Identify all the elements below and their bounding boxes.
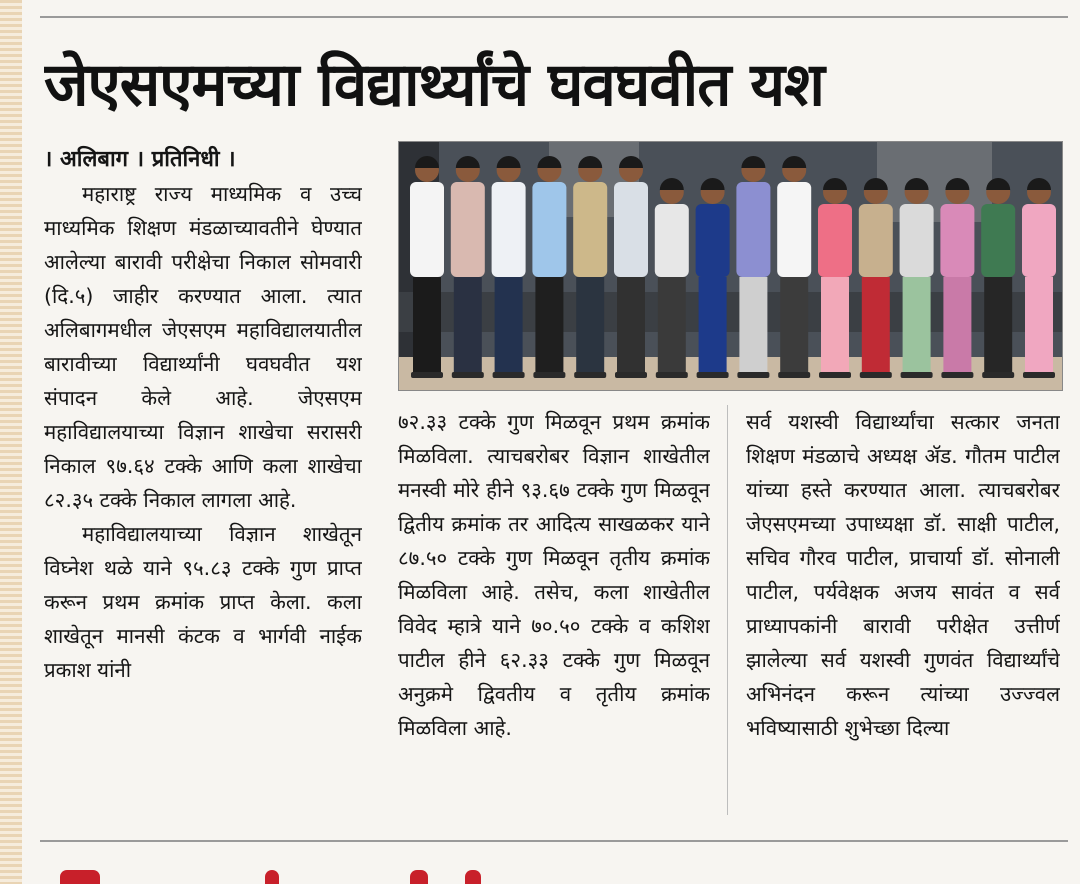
photo-stone-panel-right [877, 142, 992, 222]
person-shirt [1022, 204, 1056, 277]
column-3-text: सर्व यशस्वी विद्यार्थ्यांचा सत्कार जनता शिक्षण मंडळाचे अध्यक्ष ॲड. गौतम पाटील यांच्या हस्ते करण्यात आला. त्याचबरोबर जेएसएमच्या उपाध्यक्षा डॉ. साक्षी पाटील, सचिव गौरव पाटील, प्राचार्या डॉ. सोनाली पाटील, पर्यवेक्षक अजय सावंत व सर्व प्राध्यापकांनी बारावी परीक्षेत उत्तीर्ण झालेल्या सर्व यशस्वी गुणवंत विद्यार्थ्यांचे अभिनंदन करून त्यांच्या उज्ज्वल भविष्यासाठी शुभेच्छा दिल्या [746, 410, 1060, 740]
photo-person [655, 178, 689, 378]
person-shirt [614, 182, 648, 277]
person-legs [699, 277, 727, 375]
person-shirt [492, 182, 526, 277]
person-shirt [859, 204, 893, 277]
next-headline-fragment [410, 870, 428, 884]
person-legs [413, 277, 441, 375]
person-feet [533, 372, 565, 378]
group-photo-image [399, 142, 1062, 390]
person-legs [862, 277, 890, 375]
person-feet [697, 372, 729, 378]
column-2-text: ७२.३३ टक्के गुण मिळवून प्रथम क्रमांक मिळविला. त्याचबरोबर विज्ञान शाखेतील मनस्वी मोरे हीने ९३.६७ टक्के गुण मिळवून द्वितीय क्रमांक तर आदित्य साखळकर याने ८७.५० टक्के गुण मिळवून तृतीय क्रमांक मिळविला आहे. तसेच, कला शाखेतील विवेद म्हात्रे याने ७०.५० टक्के व कशिश पाटील हीने ६२.३३ टक्के गुण मिळवून अनुक्रमे द्विवतीय व तृतीय क्रमांक मिळविला आहे. [398, 410, 710, 740]
photo-person [777, 156, 811, 378]
person-legs [495, 277, 523, 375]
person-feet [737, 372, 769, 378]
person-legs [1025, 277, 1053, 375]
person-shirt [940, 204, 974, 277]
person-feet [819, 372, 851, 378]
photo-person [410, 156, 444, 378]
person-shirt [981, 204, 1015, 277]
photo-person [573, 156, 607, 378]
photo-person [859, 178, 893, 378]
next-headline-strip [40, 866, 1068, 884]
photo-person [736, 156, 770, 378]
person-legs [617, 277, 645, 375]
person-feet [778, 372, 810, 378]
photo-person [981, 178, 1015, 378]
photo-person [614, 156, 648, 378]
person-shirt [451, 182, 485, 277]
photo-person [1022, 178, 1056, 378]
person-feet [901, 372, 933, 378]
column-divider [727, 405, 728, 815]
photo-person [492, 156, 526, 378]
article-column-2 [398, 405, 710, 815]
person-legs [576, 277, 604, 375]
next-headline-fragment [60, 870, 100, 884]
article-column-1 [44, 177, 362, 813]
person-legs [821, 277, 849, 375]
person-feet [615, 372, 647, 378]
group-photo [398, 141, 1063, 391]
person-shirt [736, 182, 770, 277]
dateline: । अलिबाग । प्रतिनिधी । [44, 147, 236, 172]
person-shirt [532, 182, 566, 277]
person-legs [454, 277, 482, 375]
person-legs [943, 277, 971, 375]
bottom-rule [40, 840, 1068, 842]
person-shirt [655, 204, 689, 277]
person-feet [493, 372, 525, 378]
person-legs [658, 277, 686, 375]
person-shirt [818, 204, 852, 277]
paragraph-2: महाविद्यालयाच्या विज्ञान शाखेतून विघ्नेश थळे याने ९५.८३ टक्के गुण प्राप्त करून प्रथम क्रमांक प्राप्त केला. कला शाखेतून मानसी कंटक व भार्गवी नाईक प्रकाश यांनी [44, 522, 362, 682]
photo-person [818, 178, 852, 378]
person-shirt [777, 182, 811, 277]
person-feet [656, 372, 688, 378]
top-rule [40, 16, 1068, 18]
person-legs [984, 277, 1012, 375]
person-feet [982, 372, 1014, 378]
photo-person [451, 156, 485, 378]
photo-person [900, 178, 934, 378]
person-shirt [900, 204, 934, 277]
next-headline-fragment [265, 870, 279, 884]
headline: जेएसएमच्या विद्यार्थ्यांचे घवघवीत यश [44, 50, 824, 120]
photo-person [532, 156, 566, 378]
person-legs [780, 277, 808, 375]
person-legs [903, 277, 931, 375]
person-feet [1023, 372, 1055, 378]
person-feet [411, 372, 443, 378]
person-feet [574, 372, 606, 378]
person-legs [739, 277, 767, 375]
person-feet [860, 372, 892, 378]
person-legs [535, 277, 563, 375]
person-shirt [410, 182, 444, 277]
article-column-3 [746, 405, 1060, 815]
person-shirt [573, 182, 607, 277]
photo-person [696, 178, 730, 378]
page-edge-strip [0, 0, 22, 884]
photo-person [940, 178, 974, 378]
person-shirt [696, 204, 730, 277]
person-feet [941, 372, 973, 378]
next-headline-fragment [465, 870, 481, 884]
paragraph-1: महाराष्ट्र राज्य माध्यमिक व उच्च माध्यमिक शिक्षण मंडळाच्यावतीने घेण्यात आलेल्या बारावी परीक्षेचा निकाल सोमवारी (दि.५) जाहीर करण्यात आला. त्यात अलिबागमधील जेएसएम महाविद्यालयातील बारावीच्या विद्यार्थ्यांनी घवघवीत यश संपादन केले आहे. जेएसएम महाविद्यालयाच्या विज्ञान शाखेचा सरासरी निकाल ९७.६४ टक्के आणि कला शाखेचा ८२.३५ टक्के निकाल लागला आहे. [44, 182, 362, 512]
person-feet [452, 372, 484, 378]
